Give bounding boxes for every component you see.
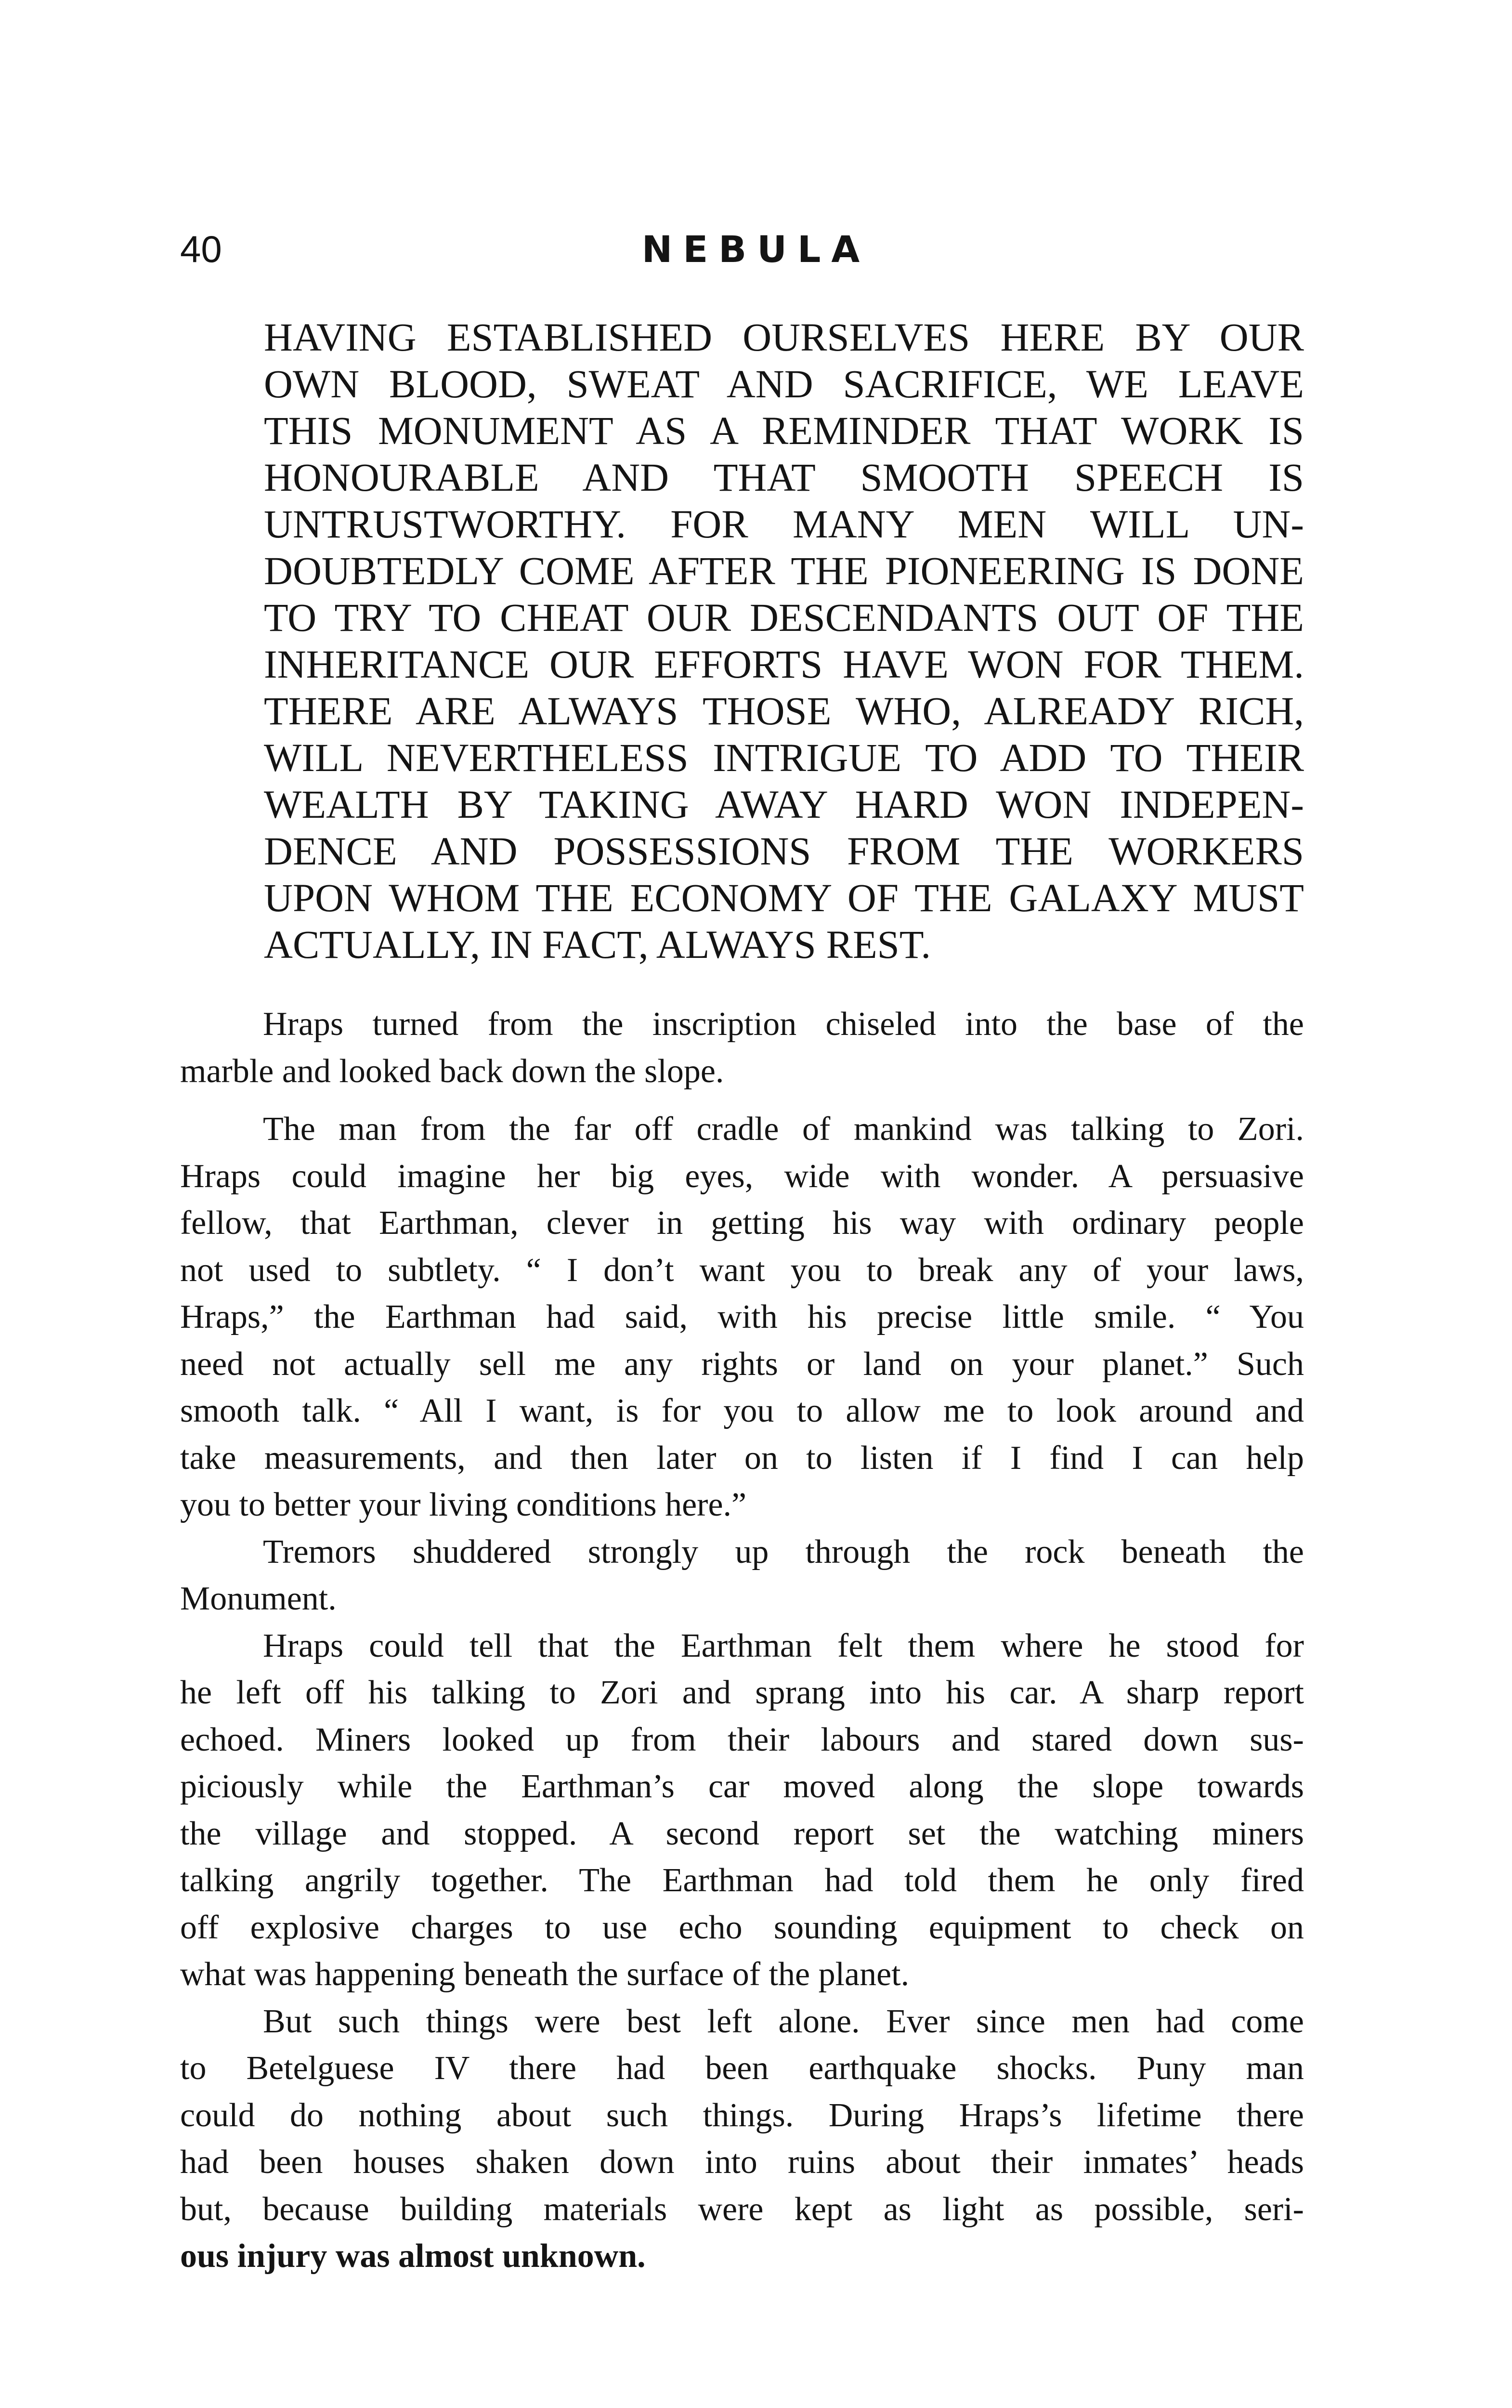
- text-line: off explosive charges to use echo sounding equipment to check on: [180, 1909, 1304, 1946]
- text-line: But such things were best left alone. Ever since men had come: [263, 2002, 1304, 2040]
- inscription-line: UPON WHOM THE ECONOMY OF THE GALAXY MUST: [264, 876, 1304, 920]
- text-line: The man from the far off cradle of mankind was talking to Zori.: [263, 1111, 1304, 1148]
- text-line: not used to subtlety. “ I don’t want you to break any of your laws,: [180, 1251, 1304, 1289]
- text-line: piciously while the Earthman’s car moved along the slope towards: [180, 1768, 1304, 1805]
- inscription-line: OWN BLOOD, SWEAT AND SACRIFICE, WE LEAVE: [264, 362, 1304, 406]
- text-line: the village and stopped. A second report set the watching miners: [180, 1815, 1304, 1852]
- text-line: had been houses shaken down into ruins about their inmates’ heads: [180, 2144, 1304, 2181]
- text-line: Hraps turned from the inscription chiseled into the base of the: [263, 1006, 1304, 1043]
- page-number: 40: [180, 228, 222, 270]
- paragraph: [180, 1998, 1304, 2280]
- text-line: Hraps,” the Earthman had said, with his precise little smile. “ You: [180, 1298, 1304, 1335]
- text-line: but, because building materials were kept as light as possible, seri-: [180, 2190, 1304, 2228]
- inscription-line: DOUBTEDLY COME AFTER THE PIONEERING IS DONE: [264, 549, 1304, 593]
- paragraph: [180, 1001, 1304, 1095]
- text-line: take measurements, and then later on to listen if I find I can help: [180, 1439, 1304, 1477]
- text-line: Hraps could tell that the Earthman felt them where he stood for: [263, 1627, 1304, 1664]
- story-body: [180, 1001, 1304, 2280]
- text-line: fellow, that Earthman, clever in getting his way with ordinary people: [180, 1204, 1304, 1242]
- text-line: smooth talk. “ All I want, is for you to allow me to look around and: [180, 1392, 1304, 1429]
- paragraph: [180, 1106, 1304, 1529]
- text-line: to Betelguese IV there had been earthquake shocks. Puny man: [180, 2050, 1304, 2087]
- text-line: ous injury was almost unknown.: [180, 2238, 646, 2275]
- running-title: NEBULA: [641, 228, 871, 271]
- text-line: you to better your living conditions here.”: [180, 1486, 747, 1523]
- text-line: echoed. Miners looked up from their labours and stared down sus-: [180, 1721, 1304, 1758]
- inscription-line: THIS MONUMENT AS A REMINDER THAT WORK IS: [264, 408, 1304, 453]
- inscription-line: HONOURABLE AND THAT SMOOTH SPEECH IS: [264, 455, 1304, 499]
- text-line: Hraps could imagine her big eyes, wide with wonder. A persuasive: [180, 1157, 1304, 1195]
- inscription-line: DENCE AND POSSESSIONS FROM THE WORKERS: [264, 829, 1304, 873]
- inscription-line: ACTUALLY, IN FACT, ALWAYS REST.: [264, 922, 931, 967]
- paragraph: [180, 1623, 1304, 1998]
- text-line: Tremors shuddered strongly up through the rock beneath the: [263, 1533, 1304, 1570]
- inscription-line: WILL NEVERTHELESS INTRIGUE TO ADD TO THEIR: [264, 735, 1304, 780]
- paragraph: [180, 1529, 1304, 1623]
- inscription-line: TO TRY TO CHEAT OUR DESCENDANTS OUT OF THE: [264, 595, 1304, 640]
- inscription-line: WEALTH BY TAKING AWAY HARD WON INDEPEN-: [264, 782, 1304, 826]
- text-line: what was happening beneath the surface of the planet.: [180, 1956, 910, 1993]
- text-line: could do nothing about such things. During Hraps’s lifetime there: [180, 2096, 1304, 2134]
- inscription-line: THERE ARE ALWAYS THOSE WHO, ALREADY RICH,: [264, 689, 1304, 733]
- monument-inscription: [264, 314, 1304, 968]
- inscription-line: HAVING ESTABLISHED OURSELVES HERE BY OUR: [264, 315, 1304, 359]
- text-line: need not actually sell me any rights or land on your planet.” Such: [180, 1345, 1304, 1383]
- text-line: talking angrily together. The Earthman had told them he only fired: [180, 1862, 1304, 1899]
- text-line: marble and looked back down the slope.: [180, 1052, 724, 1090]
- text-line: he left off his talking to Zori and sprang into his car. A sharp report: [180, 1674, 1304, 1711]
- inscription-line: UNTRUSTWORTHY. FOR MANY MEN WILL UN-: [264, 502, 1304, 546]
- inscription-line: INHERITANCE OUR EFFORTS HAVE WON FOR THEM.: [264, 642, 1304, 686]
- text-line: Monument.: [180, 1580, 337, 1617]
